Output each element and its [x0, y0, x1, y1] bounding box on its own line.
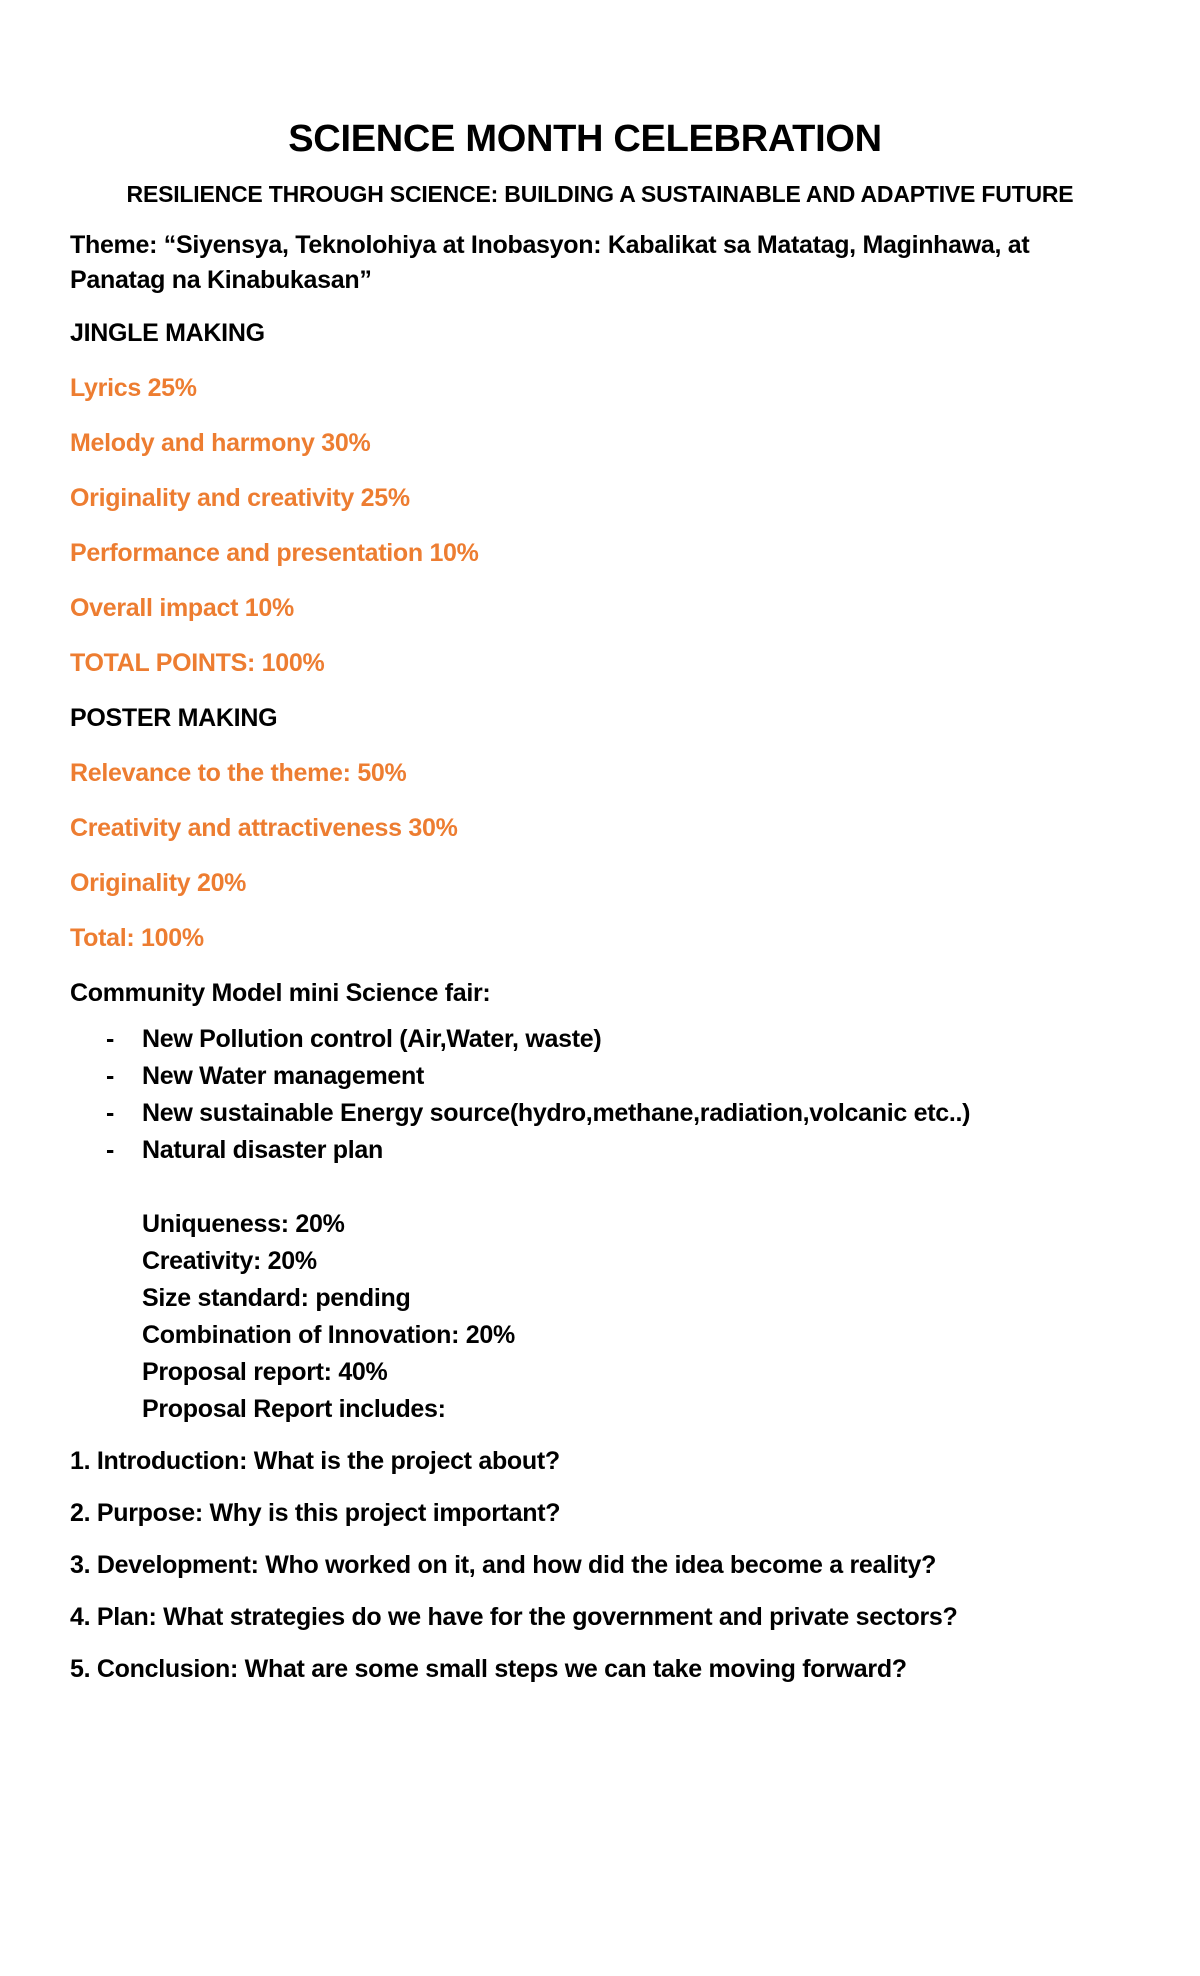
- theme-statement: Theme: “Siyensya, Teknolohiya at Inobasyon: Kabalikat sa Matatag, Maginhawa, at Panatag na Kinabukasan”: [70, 231, 1030, 294]
- list-item: [70, 1095, 1130, 1132]
- report-items-list: [70, 1444, 1130, 1687]
- list-item: [70, 1132, 1130, 1169]
- bullet-dash: -: [106, 1025, 115, 1053]
- jingle-criterion: Lyrics 25%: [70, 374, 197, 402]
- science-fair-criterion: Size standard: pending: [142, 1284, 411, 1312]
- jingle-heading: JINGLE MAKING: [70, 319, 265, 347]
- science-fair-criterion: Combination of Innovation: 20%: [142, 1321, 515, 1349]
- science-fair-criteria-list: [142, 1206, 1130, 1428]
- bullet-dash: -: [106, 1062, 115, 1090]
- bullet-dash: -: [106, 1136, 115, 1164]
- list-item: [70, 1058, 1130, 1095]
- document-subtitle: RESILIENCE THROUGH SCIENCE: BUILDING A SUSTAINABLE AND ADAPTIVE FUTURE: [126, 181, 1074, 207]
- report-item: 3. Development: Who worked on it, and how did the idea become a reality?: [70, 1551, 937, 1579]
- report-includes-label: Proposal Report includes:: [142, 1395, 446, 1423]
- poster-criteria-list: [70, 756, 1130, 956]
- poster-criterion: Creativity and attractiveness 30%: [70, 814, 458, 842]
- science-fair-heading: Community Model mini Science fair:: [70, 979, 491, 1007]
- jingle-total: TOTAL POINTS: 100%: [70, 649, 325, 677]
- bullet-dash: -: [106, 1099, 115, 1127]
- jingle-criterion: Melody and harmony 30%: [70, 429, 371, 457]
- report-item: 5. Conclusion: What are some small steps we can take moving forward?: [70, 1655, 907, 1683]
- poster-heading: POSTER MAKING: [70, 704, 278, 732]
- report-item: 4. Plan: What strategies do we have for the government and private sectors?: [70, 1603, 958, 1631]
- jingle-criteria-list: [70, 371, 1130, 681]
- jingle-criterion: Originality and creativity 25%: [70, 484, 410, 512]
- poster-total: Total: 100%: [70, 924, 204, 952]
- science-fair-criterion: Uniqueness: 20%: [142, 1210, 345, 1238]
- poster-criterion: Relevance to the theme: 50%: [70, 759, 407, 787]
- jingle-criterion: Performance and presentation 10%: [70, 539, 479, 567]
- science-fair-category-list: [70, 1021, 1130, 1169]
- document-title: SCIENCE MONTH CELEBRATION: [288, 118, 882, 160]
- list-item: [70, 1021, 1130, 1058]
- report-item: 2. Purpose: Why is this project important?: [70, 1499, 561, 1527]
- science-fair-criterion: Proposal report: 40%: [142, 1358, 388, 1386]
- category-label: New Water management: [142, 1062, 425, 1090]
- science-fair-criterion: Creativity: 20%: [142, 1247, 317, 1275]
- poster-criterion: Originality 20%: [70, 869, 247, 897]
- category-label: New Pollution control (Air,Water, waste): [142, 1025, 602, 1053]
- jingle-criterion: Overall impact 10%: [70, 594, 294, 622]
- report-item: 1. Introduction: What is the project about?: [70, 1447, 560, 1475]
- category-label: New sustainable Energy source(hydro,methane,radiation,volcanic etc..): [142, 1099, 971, 1127]
- category-label: Natural disaster plan: [142, 1136, 384, 1164]
